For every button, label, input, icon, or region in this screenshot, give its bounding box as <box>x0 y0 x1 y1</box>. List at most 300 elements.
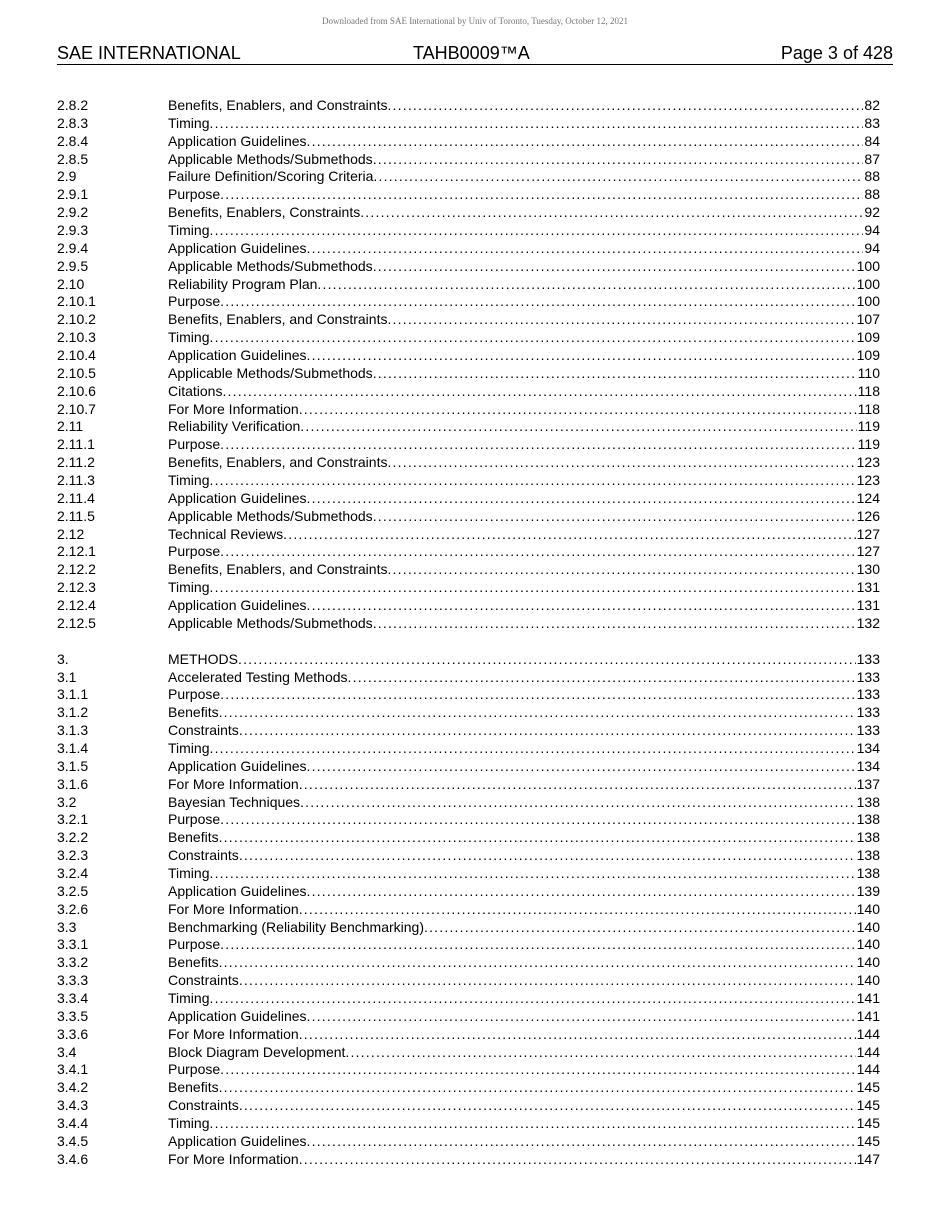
section-title: Applicable Methods/Submethods <box>168 507 373 524</box>
dot-leader <box>239 972 856 990</box>
section-number: 2.8.4 <box>57 132 89 149</box>
toc-entry-line <box>168 508 880 526</box>
dot-leader <box>239 722 856 740</box>
toc-entry[interactable] <box>57 365 880 383</box>
toc-entry-line <box>168 436 880 454</box>
toc-entry[interactable] <box>57 740 880 758</box>
toc-entry-line <box>168 418 880 436</box>
toc-entry[interactable] <box>57 436 880 454</box>
toc-entry-line <box>168 526 880 544</box>
toc-entry-line <box>168 472 880 490</box>
toc-entry[interactable] <box>57 919 880 937</box>
toc-entry-line <box>168 936 880 954</box>
page-reference: 141 <box>856 1007 880 1024</box>
toc-entry-line <box>168 115 880 133</box>
page-reference: 92 <box>864 204 880 221</box>
page-reference: 145 <box>856 1114 880 1131</box>
toc-entry[interactable] <box>57 776 880 794</box>
dot-leader <box>210 472 856 490</box>
page-reference: 140 <box>856 900 880 917</box>
section-number: 3.4.5 <box>57 1132 89 1149</box>
section-title: For More Information <box>168 1025 299 1042</box>
section-number: 3.1.2 <box>57 704 89 721</box>
section-number: 3.3.5 <box>57 1007 89 1024</box>
toc-entry-line <box>168 1026 880 1044</box>
toc-entry[interactable] <box>57 526 880 544</box>
page-reference: 110 <box>857 364 880 381</box>
dot-leader <box>307 758 856 776</box>
section-title: Timing <box>168 989 210 1006</box>
toc-entry[interactable] <box>57 347 880 365</box>
section-title: Constraints <box>168 722 239 739</box>
dot-leader <box>219 704 856 722</box>
dot-leader <box>387 97 863 115</box>
section-number: 3.1.6 <box>57 775 89 792</box>
section-title: Application Guidelines <box>168 347 307 364</box>
toc-entry[interactable] <box>57 222 880 240</box>
toc-entry-line <box>168 1151 880 1169</box>
section-number: 2.9 <box>57 168 77 185</box>
toc-entry[interactable] <box>57 651 880 669</box>
section-number: 3.2.2 <box>57 829 89 846</box>
toc-entry[interactable] <box>57 151 880 169</box>
section-number: 3.1.4 <box>57 739 89 756</box>
section-number: 3.1.5 <box>57 757 89 774</box>
page-reference: 94 <box>864 222 880 239</box>
section-number: 3.4.4 <box>57 1114 89 1131</box>
section-title: Timing <box>168 222 210 239</box>
dot-leader <box>373 258 856 276</box>
toc-entry-line <box>168 919 880 937</box>
toc-entry[interactable] <box>57 258 880 276</box>
section-title: Benefits <box>168 1079 219 1096</box>
section-title: Timing <box>168 472 210 489</box>
section-title: Benefits <box>168 704 219 721</box>
section-title: Benefits, Enablers, Constraints <box>168 204 361 221</box>
section-number: 2.10.1 <box>57 293 96 310</box>
toc-entry-line <box>168 561 880 579</box>
dot-leader <box>387 561 855 579</box>
dot-leader <box>307 1008 856 1026</box>
page-reference: 134 <box>856 739 880 756</box>
section-number: 3.4.2 <box>57 1079 89 1096</box>
page-reference: 123 <box>856 472 880 489</box>
header-page-number: Page 3 of 428 <box>780 43 893 63</box>
dot-leader <box>219 954 856 972</box>
dot-leader <box>210 740 856 758</box>
page-reference: 109 <box>856 329 880 346</box>
section-title: Application Guidelines <box>168 597 307 614</box>
section-number: 2.11.3 <box>57 472 95 489</box>
toc-entry-line <box>168 597 880 615</box>
page-reference: 139 <box>856 882 880 899</box>
section-title: Application Guidelines <box>168 882 307 899</box>
page-reference: 140 <box>856 954 880 971</box>
toc-entry[interactable] <box>57 1079 880 1097</box>
toc-entry-line <box>168 972 880 990</box>
section-number: 3.2.4 <box>57 864 89 881</box>
table-of-contents <box>57 97 880 1169</box>
section-number: 3.3.4 <box>57 989 89 1006</box>
toc-entry[interactable] <box>57 133 880 151</box>
section-title: Benefits, Enablers, and Constraints <box>168 561 388 578</box>
toc-entry-line <box>168 954 880 972</box>
toc-entry[interactable] <box>57 186 880 204</box>
section-number: 2.10.7 <box>57 400 96 417</box>
page-reference: 132 <box>856 614 880 631</box>
section-title: Benefits, Enablers, and Constraints <box>168 97 388 113</box>
page-reference: 138 <box>856 864 880 881</box>
section-number: 2.11.2 <box>57 454 95 471</box>
section-number: 2.10.5 <box>57 364 96 381</box>
dot-leader <box>220 811 855 829</box>
section-title: Benchmarking (Reliability Benchmarking) <box>168 918 424 935</box>
page-reference: 127 <box>856 543 880 560</box>
section-title: For More Information <box>168 1150 299 1167</box>
section-number: 2.12.5 <box>57 614 96 631</box>
page-reference: 109 <box>856 347 880 364</box>
section-title: For More Information <box>168 900 299 917</box>
page-reference: 138 <box>856 847 880 864</box>
section-title: Benefits <box>168 829 219 846</box>
toc-entry[interactable] <box>57 579 880 597</box>
page-reference: 130 <box>856 561 880 578</box>
toc-entry[interactable] <box>57 758 880 776</box>
section-number: 2.12 <box>57 525 85 542</box>
page-reference: 141 <box>856 989 880 1006</box>
section-title: Applicable Methods/Submethods <box>168 150 373 167</box>
section-number: 3.1.1 <box>57 686 89 703</box>
section-number: 2.8.2 <box>57 97 89 113</box>
dot-leader <box>220 1061 855 1079</box>
page-reference: 140 <box>856 936 880 953</box>
toc-entry-line <box>168 151 880 169</box>
page-reference: 131 <box>856 597 880 614</box>
toc-entry-line <box>168 1097 880 1115</box>
dot-leader <box>299 776 856 794</box>
toc-entry-line <box>168 1044 880 1062</box>
toc-entry-line <box>168 311 880 329</box>
section-number: 3.2 <box>57 793 77 810</box>
dot-leader <box>220 186 863 204</box>
toc-entry-line <box>168 883 880 901</box>
toc-entry-line <box>168 865 880 883</box>
toc-entry[interactable] <box>57 1133 880 1151</box>
toc-entry-line <box>168 454 880 472</box>
section-title: Block Diagram Development <box>168 1043 346 1060</box>
toc-entry[interactable] <box>57 1061 880 1079</box>
toc-entry-line <box>168 97 880 115</box>
section-title: Citations <box>168 382 223 399</box>
dot-leader <box>210 579 856 597</box>
dot-leader <box>424 919 856 937</box>
section-title: Purpose <box>168 543 221 560</box>
toc-entry-line <box>168 1079 880 1097</box>
toc-entry-line <box>168 222 880 240</box>
toc-entry-line <box>168 543 880 561</box>
dot-leader <box>307 883 856 901</box>
toc-entry-line <box>168 794 880 812</box>
toc-entry[interactable] <box>57 901 880 919</box>
toc-entry[interactable] <box>57 1044 880 1062</box>
page-reference: 140 <box>856 918 880 935</box>
toc-entry[interactable] <box>57 1151 880 1169</box>
dot-leader <box>210 222 864 240</box>
toc-entry-line <box>168 704 880 722</box>
section-title: Timing <box>168 864 210 881</box>
section-title: Purpose <box>168 936 221 953</box>
dot-leader <box>387 454 855 472</box>
toc-entry[interactable] <box>57 865 880 883</box>
toc-entry-line <box>168 811 880 829</box>
section-number: 3. <box>57 650 69 667</box>
section-number: 2.10 <box>57 275 85 292</box>
dot-leader <box>300 418 856 436</box>
toc-entry[interactable] <box>57 293 880 311</box>
section-title: Applicable Methods/Submethods <box>168 614 373 631</box>
page-reference: 118 <box>857 400 880 417</box>
section-number: 2.10.4 <box>57 347 96 364</box>
section-number: 3.1.3 <box>57 722 89 739</box>
toc-entry-line <box>168 579 880 597</box>
dot-leader <box>373 151 864 169</box>
toc-entry-line <box>168 615 880 633</box>
toc-entry[interactable] <box>57 383 880 401</box>
dot-leader <box>239 847 856 865</box>
page-reference: 94 <box>864 239 880 256</box>
toc-entry[interactable] <box>57 936 880 954</box>
section-number: 3.3.1 <box>57 936 89 953</box>
section-number: 3.2.1 <box>57 811 89 828</box>
page-reference: 100 <box>856 293 880 310</box>
toc-entry[interactable] <box>57 168 880 186</box>
dot-leader <box>373 365 857 383</box>
toc-entry[interactable] <box>57 240 880 258</box>
section-title: For More Information <box>168 775 299 792</box>
toc-entry-line <box>168 490 880 508</box>
section-number: 3.3.2 <box>57 954 89 971</box>
toc-entry[interactable] <box>57 204 880 222</box>
toc-entry[interactable] <box>57 811 880 829</box>
toc-entry[interactable] <box>57 829 880 847</box>
section-number: 2.11.4 <box>57 489 95 506</box>
page-reference: 145 <box>856 1079 880 1096</box>
page-reference: 123 <box>856 454 880 471</box>
page-reference: 138 <box>856 811 880 828</box>
toc-entry[interactable] <box>57 972 880 990</box>
section-title: Purpose <box>168 436 221 453</box>
page-reference: 119 <box>857 418 880 435</box>
dot-leader <box>300 794 856 812</box>
section-title: Application Guidelines <box>168 757 307 774</box>
toc-entry-line <box>168 758 880 776</box>
dot-leader <box>210 1115 856 1133</box>
section-title: Application Guidelines <box>168 1132 307 1149</box>
dot-leader <box>299 901 856 919</box>
page-reference: 140 <box>856 972 880 989</box>
toc-entry[interactable] <box>57 1115 880 1133</box>
toc-entry[interactable] <box>57 990 880 1008</box>
toc-entry-line <box>168 329 880 347</box>
page-reference: 87 <box>864 150 880 167</box>
section-number: 2.12.4 <box>57 597 96 614</box>
toc-entry[interactable] <box>57 704 880 722</box>
toc-entry[interactable] <box>57 722 880 740</box>
page-reference: 131 <box>856 579 880 596</box>
section-title: Applicable Methods/Submethods <box>168 257 373 274</box>
dot-leader <box>283 526 855 544</box>
dot-leader <box>238 651 856 669</box>
page-reference: 134 <box>856 757 880 774</box>
section-number: 3.3.3 <box>57 972 89 989</box>
section-number: 2.9.4 <box>57 239 89 256</box>
page-reference: 145 <box>856 1097 880 1114</box>
toc-entry[interactable] <box>57 883 880 901</box>
page-reference: 107 <box>856 311 880 328</box>
section-number: 3.4.3 <box>57 1097 89 1114</box>
toc-entry-line <box>168 1061 880 1079</box>
download-watermark: Downloaded from SAE International by Univ of Toronto, Tuesday, October 12, 2021 <box>321 16 629 26</box>
page-reference: 119 <box>857 436 880 453</box>
toc-entry-line <box>168 669 880 687</box>
toc-entry-line <box>168 276 880 294</box>
toc-entry[interactable] <box>57 508 880 526</box>
header-document-id: TAHB0009™A <box>413 43 530 63</box>
toc-entry[interactable] <box>57 97 880 115</box>
section-title: Constraints <box>168 972 239 989</box>
section-title: Technical Reviews <box>168 525 284 542</box>
page-reference: 83 <box>864 114 880 131</box>
toc-entry-line <box>168 901 880 919</box>
toc-entry[interactable] <box>57 669 880 687</box>
dot-leader <box>307 597 856 615</box>
section-title: Timing <box>168 1114 210 1131</box>
toc-entry-line <box>168 186 880 204</box>
page-reference: 145 <box>856 1132 880 1149</box>
dot-leader <box>219 829 856 847</box>
section-title: Constraints <box>168 847 239 864</box>
toc-entry[interactable] <box>57 954 880 972</box>
dot-leader <box>307 490 856 508</box>
dot-leader <box>307 240 864 258</box>
toc-entry-line <box>168 847 880 865</box>
dot-leader <box>299 1151 856 1169</box>
page-reference: 82 <box>864 97 880 113</box>
toc-entry[interactable] <box>57 543 880 561</box>
section-number: 2.9.3 <box>57 222 89 239</box>
toc-entry[interactable] <box>57 1008 880 1026</box>
toc-entry[interactable] <box>57 276 880 294</box>
toc-entry-line <box>168 722 880 740</box>
dot-leader <box>299 401 857 419</box>
dot-leader <box>220 436 857 454</box>
toc-entry[interactable] <box>57 311 880 329</box>
dot-leader <box>220 293 855 311</box>
page-reference: 133 <box>856 668 880 685</box>
section-title: Purpose <box>168 186 221 203</box>
section-number: 2.12.2 <box>57 561 96 578</box>
section-title: Application Guidelines <box>168 1007 307 1024</box>
section-title: Purpose <box>168 1061 221 1078</box>
dot-leader <box>220 543 855 561</box>
toc-entry[interactable] <box>57 1026 880 1044</box>
section-title: Application Guidelines <box>168 489 307 506</box>
page-reference: 88 <box>864 186 880 203</box>
page-reference: 137 <box>856 775 880 792</box>
section-title: Purpose <box>168 811 221 828</box>
page-reference: 88 <box>864 168 880 185</box>
toc-entry-line <box>168 686 880 704</box>
toc-entry-line <box>168 293 880 311</box>
toc-entry[interactable] <box>57 490 880 508</box>
toc-entry[interactable] <box>57 686 880 704</box>
section-number: 3.3 <box>57 918 77 935</box>
section-title: Benefits <box>168 954 219 971</box>
dot-leader <box>360 204 863 222</box>
section-number: 2.11.5 <box>57 507 95 524</box>
page-reference: 100 <box>856 257 880 274</box>
toc-entry-line <box>168 1133 880 1151</box>
toc-entry[interactable] <box>57 597 880 615</box>
dot-leader <box>348 669 856 687</box>
toc-entry[interactable] <box>57 472 880 490</box>
toc-entry-line <box>168 168 880 186</box>
page-reference: 138 <box>856 829 880 846</box>
page-reference: 144 <box>856 1025 880 1042</box>
section-title: Failure Definition/Scoring Criteria <box>168 168 374 185</box>
section-number: 2.10.2 <box>57 311 96 328</box>
toc-entry[interactable] <box>57 115 880 133</box>
section-number: 3.2.5 <box>57 882 89 899</box>
toc-entry[interactable] <box>57 794 880 812</box>
dot-leader <box>373 508 856 526</box>
section-number: 3.3.6 <box>57 1025 89 1042</box>
toc-entry[interactable] <box>57 329 880 347</box>
section-number: 3.1 <box>57 668 77 685</box>
toc-entry-line <box>168 829 880 847</box>
dot-leader <box>210 865 856 883</box>
section-title: Benefits, Enablers, and Constraints <box>168 454 388 471</box>
toc-entry-line <box>168 651 880 669</box>
header-organization: SAE INTERNATIONAL <box>57 43 241 63</box>
section-title: Timing <box>168 739 210 756</box>
page-reference: 147 <box>856 1150 880 1167</box>
toc-entry-line <box>168 383 880 401</box>
toc-entry[interactable] <box>57 1097 880 1115</box>
section-title: Timing <box>168 579 210 596</box>
toc-entry-line <box>168 133 880 151</box>
toc-entry-line <box>168 740 880 758</box>
section-title: Application Guidelines <box>168 132 307 149</box>
section-number: 2.9.2 <box>57 204 89 221</box>
section-title: Bayesian Techniques <box>168 793 301 810</box>
page-reference: 100 <box>856 275 880 292</box>
dot-leader <box>222 383 856 401</box>
toc-entry[interactable] <box>57 615 880 633</box>
section-number: 2.9.1 <box>57 186 89 203</box>
toc-entry[interactable] <box>57 454 880 472</box>
toc-entry[interactable] <box>57 418 880 436</box>
section-title: Purpose <box>168 686 221 703</box>
section-number: 3.4.6 <box>57 1150 89 1167</box>
toc-entry-line <box>168 990 880 1008</box>
section-number: 3.4.1 <box>57 1061 89 1078</box>
toc-entry[interactable] <box>57 561 880 579</box>
toc-entry-line <box>168 204 880 222</box>
toc-entry[interactable] <box>57 401 880 419</box>
toc-entry[interactable] <box>57 847 880 865</box>
page-reference: 133 <box>856 704 880 721</box>
